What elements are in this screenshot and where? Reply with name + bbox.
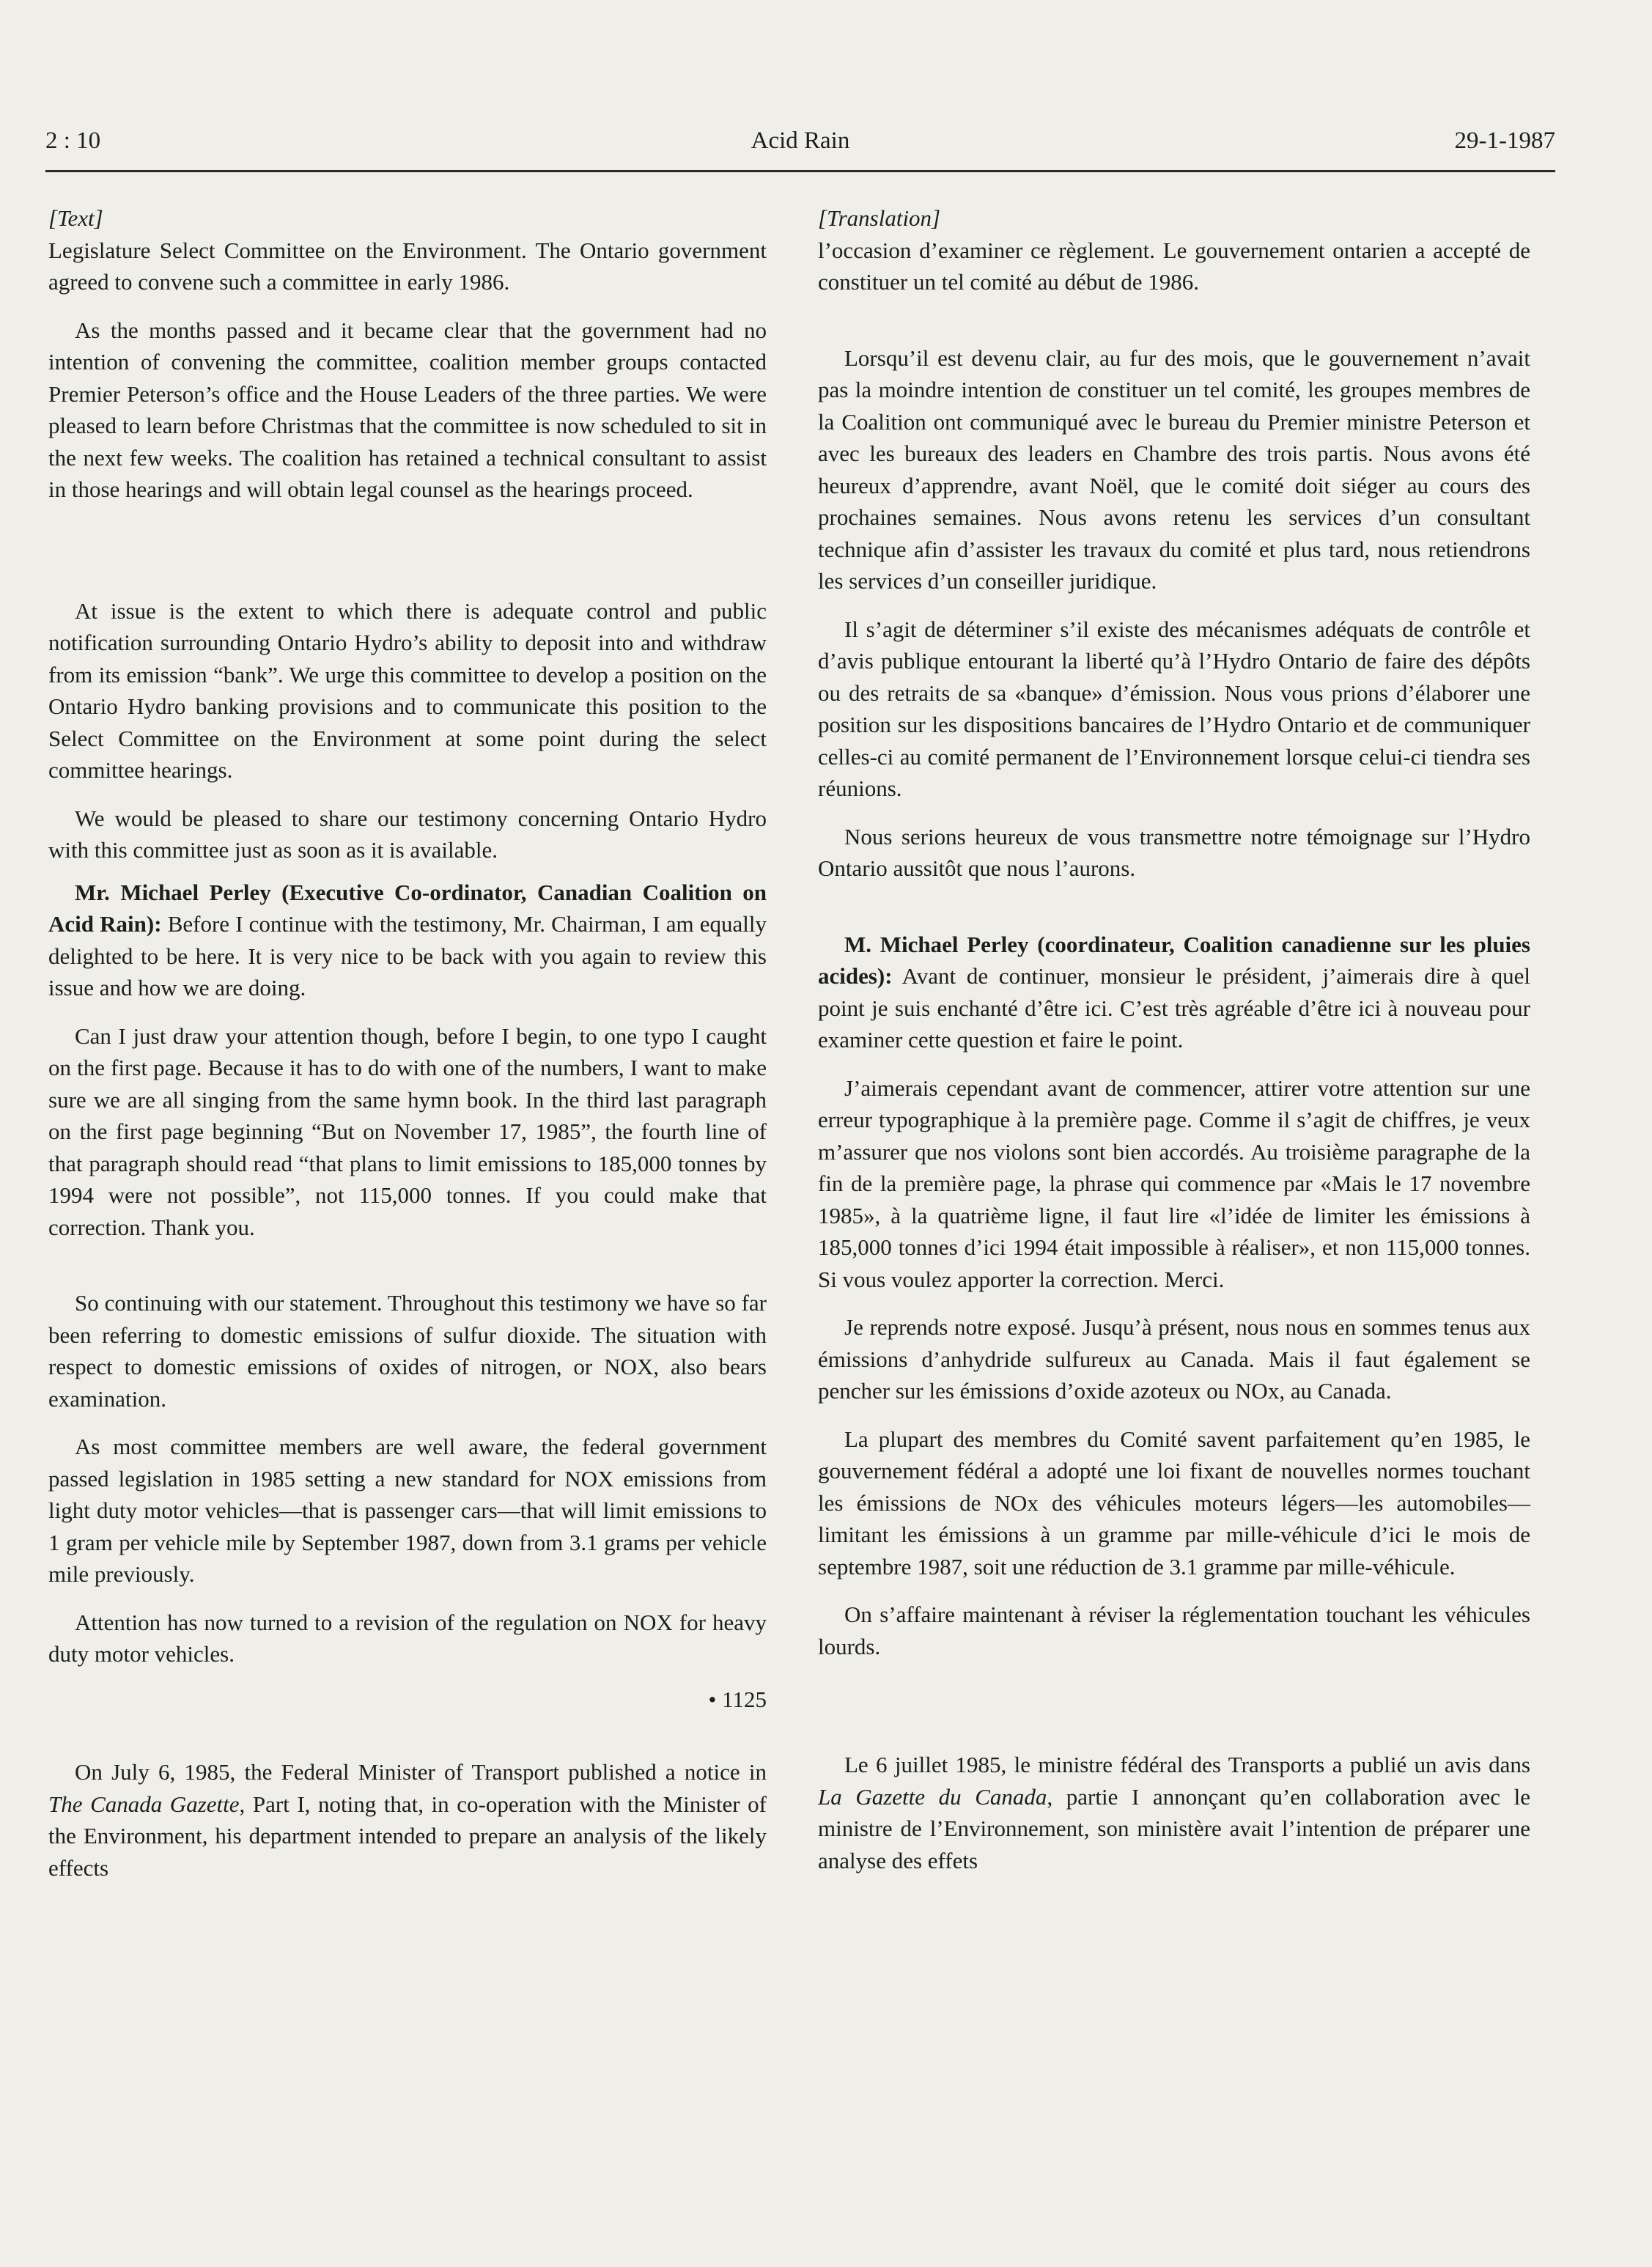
paragraph: J’aimerais cependant avant de commencer, attirer votre attention sur une erreur typographique à la première page. Comme il s’agit de chiffres, je veux m’assurer que nos violons sont bien accordés. Au troisième paragraphe de la fin de la première page, la phrase qui commence par «Mais le 17 novembre 1985», à la quatrième ligne, il faut lire «l’idée de limiter les émissions à 185,000 tonnes d’ici 1994 était impossible à réaliser», et non 115,000 tonnes. Si vous voulez apporter la correction. Merci. (818, 1074, 1530, 1292)
paragraph: La plupart des membres du Comité savent parfaitement qu’en 1985, le gouvernement fédéral a adopté une loi fixant de nouvelles normes touchant les émissions de NOx des véhicules moteurs légers—les automobiles—limitant les émissions à un gramme par mille-véhicule d’ici le mois de septembre 1987, soit une réduction de 3.1 gramme par mille-véhicule. (818, 1426, 1530, 1579)
paragraph: As the months passed and it became clear that the government had no intention of convening the committee, coalition member groups contacted Premier Peterson’s office and the House Leaders of the three parties. We were pleased to learn before Christmas that the committee is now scheduled to sit in the next few weeks. The coalition has retained a technical consultant to assist in those hearings and will obtain legal counsel as the hearings proceed. (48, 317, 767, 502)
paragraph: Je reprends notre exposé. Jusqu’à présent, nous nous en sommes tenus aux émissions d’anhydride sulfureux au Canada. Mais il faut également se pencher sur les émissions d’oxide azoteux ou NOx, au Canada. (818, 1314, 1530, 1404)
paragraph: At issue is the extent to which there is adequate control and public notification surrounding Ontario Hydro’s ability to deposit into and withdraw from its emission “bank”. We urge this committee to develop a position on the Ontario Hydro banking provisions and to communicate this position to the Select Committee on the Environment at some point during the select committee hearings. (48, 597, 767, 783)
paragraph: Attention has now turned to a revision of the regulation on NOX for heavy duty motor vehicles. (48, 1609, 767, 1667)
paragraph: l’occasion d’examiner ce règlement. Le gouvernement ontarien a accepté de constituer un tel comité au début de 1986. (818, 237, 1530, 295)
running-title: Acid Rain (751, 128, 850, 154)
french-column (818, 202, 1530, 1876)
paragraph (818, 1749, 1530, 1876)
publication-title: The Canada Gazette (48, 1791, 240, 1817)
text-tag: [Text] (48, 205, 103, 231)
paragraph: So continuing with our statement. Throughout this testimony we have so far been referring to domestic emissions of sulfur dioxide. The situation with respect to domestic emissions of oxides of nitrogen, or NOX, also bears examination. (48, 1290, 767, 1412)
paragraph: Can I just draw your attention though, before I begin, to one typo I caught on the first page. Because it has to do with one of the numbers, I want to make sure we are all singing from the same hymn book. In the third last paragraph on the first page beginning “But on November 17, 1985”, the fourth line of that paragraph should read “that plans to limit emissions to 185,000 tonnes by 1994 were not possible”, not 115,000 tonnes. If you could make that correction. Thank you. (48, 1022, 767, 1240)
speaker-text: Before I continue with the testimony, Mr. Chairman, I am equally delighted to be here. It is very nice to be back with you again to review this issue and how we are doing. (48, 911, 767, 1000)
paragraph-text: , Part I, noting that, in co-operation with the Minister of the Environment, his department intended to prepare an analysis of the likely effects (48, 1791, 767, 1881)
paragraph: Nous serions heureux de vous transmettre notre témoignage sur l’Hydro Ontario aussitôt que nous l’aurons. (818, 823, 1530, 881)
time-marker: • 1125 (708, 1686, 767, 1712)
speaker-paragraph (818, 929, 1530, 1056)
paragraph: On s’affaire maintenant à réviser la réglementation touchant les véhicules lourds. (818, 1601, 1530, 1659)
speaker-name: Mr. Michael Perley (Executive Co-ordinator, Canadian Coalition on Acid Rain): (48, 879, 767, 937)
speaker-text: Avant de continuer, monsieur le président, j’aimerais dire à quel point je suis enchanté d’être ici. C’est très agréable d’être ici à nouveau pour examiner cette question et faire le point. (818, 963, 1530, 1053)
paragraph-text: Le 6 juillet 1985, le ministre fédéral des Transports a publié un avis dans (844, 1752, 1530, 1777)
paragraph-text: , partie I annonçant qu’en collaboration avec le ministre de l’Environnement, son ministère avait l’intention de préparer une analyse des effets (818, 1783, 1530, 1873)
speaker-name: M. Michael Perley (coordinateur, Coalition canadienne sur les pluies acides): (818, 931, 1530, 989)
paragraph-text: On July 6, 1985, the Federal Minister of Transport published a notice in (75, 1759, 767, 1785)
paragraph: Legislature Select Committee on the Environment. The Ontario government agreed to convene such a committee in early 1986. (48, 237, 767, 295)
page-header (45, 125, 1555, 172)
paragraph: As most committee members are well aware, the federal government passed legislation in 1985 setting a new standard for NOX emissions from light duty motor vehicles—that is passenger cars—that will limit emissions to 1 gram per vehicle mile by September 1987, down from 3.1 grams per vehicle mile previously. (48, 1434, 767, 1587)
publication-title: La Gazette du Canada (818, 1783, 1047, 1810)
page-date: 29-1-1987 (1454, 128, 1555, 154)
translation-tag: [Translation] (818, 205, 941, 231)
paragraph: Il s’agit de déterminer s’il existe des mécanismes adéquats de contrôle et d’avis publique entourant la liberté qu’à l’Hydro Ontario de faire des dépôts ou des retraits de sa «banque» d’émission. Nous vous prions d’élaborer une position sur les dispositions bancaires de l’Hydro Ontario et de communiquer celles-ci au comité permanent de l’Environnement lorsque celui-ci tiendra ses réunions. (818, 616, 1530, 801)
paragraph: Lorsqu’il est devenu clair, au fur des mois, que le gouvernement n’avait pas la moindre intention de constituer un tel comité, les groupes membres de la Coalition ont communiqué avec le bureau du Premier ministre Peterson et avec les bureaux des leaders en Chambre des trois partis. Nous avons été heureux d’apprendre, avant Noël, que le comité doit siéger au cours des prochaines semaines. Nous avons retenu les services d’un consultant technique afin d’assister les travaux du comité et plus tard, nous retiendrons les services d’un conseiller juridique. (818, 344, 1530, 594)
speaker-paragraph (48, 877, 767, 1004)
page-number: 2 : 10 (45, 128, 101, 154)
paragraph (48, 1756, 767, 1884)
english-column (48, 202, 767, 1884)
paragraph: We would be pleased to share our testimony concerning Ontario Hydro with this committee just as soon as it is available. (48, 805, 767, 863)
